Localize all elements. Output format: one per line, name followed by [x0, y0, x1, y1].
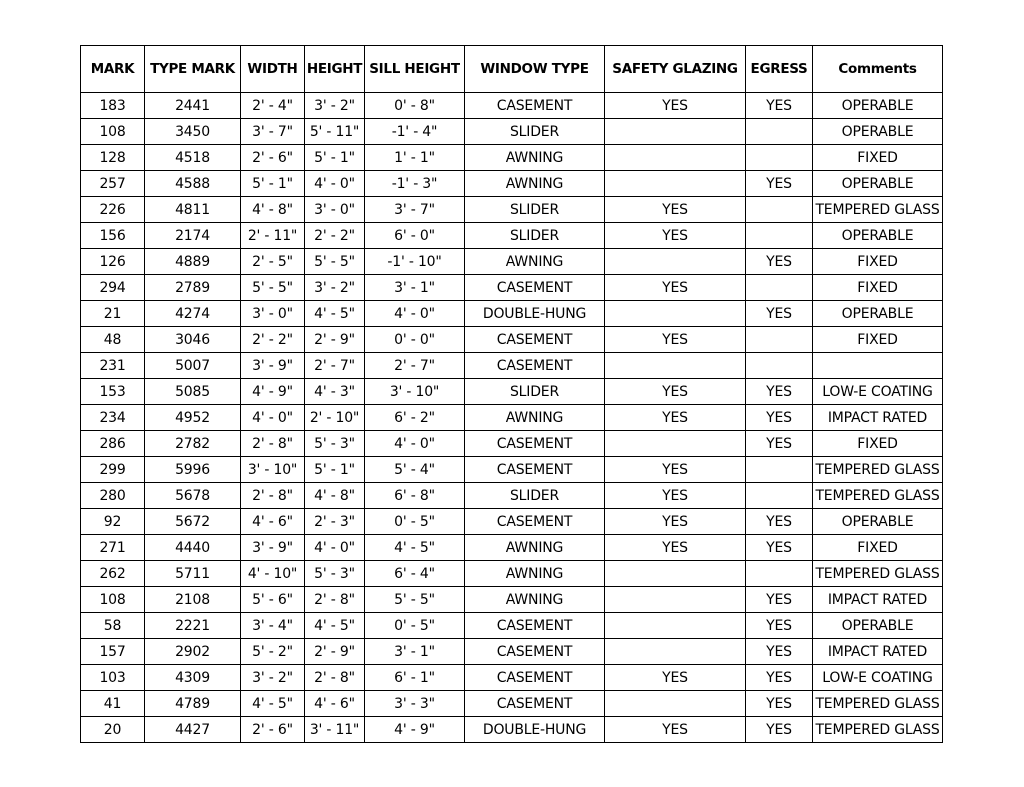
safety-glazing-cell — [605, 587, 746, 613]
comments-cell: TEMPERED GLASS — [813, 691, 943, 717]
sill-height-cell: 6' - 8" — [365, 483, 465, 509]
height-cell: 5' - 11" — [305, 119, 365, 145]
type-mark-cell: 4309 — [145, 665, 241, 691]
mark-cell: 21 — [81, 301, 145, 327]
safety-glazing-cell: YES — [605, 197, 746, 223]
comments-cell: LOW-E COATING — [813, 379, 943, 405]
safety-glazing-cell: YES — [605, 93, 746, 119]
egress-cell: YES — [746, 691, 813, 717]
mark-cell: 157 — [81, 639, 145, 665]
table-row — [81, 301, 943, 327]
window-type-cell: AWNING — [465, 405, 605, 431]
table-row — [81, 197, 943, 223]
egress-cell: YES — [746, 639, 813, 665]
width-cell: 4' - 8" — [241, 197, 305, 223]
mark-cell: 153 — [81, 379, 145, 405]
safety-glazing-cell: YES — [605, 223, 746, 249]
table-row — [81, 379, 943, 405]
sill-height-cell: 4' - 0" — [365, 301, 465, 327]
height-cell: 3' - 0" — [305, 197, 365, 223]
mark-cell: 156 — [81, 223, 145, 249]
column-header-mark: MARK — [81, 46, 145, 93]
width-cell: 3' - 9" — [241, 535, 305, 561]
window-type-cell: CASEMENT — [465, 613, 605, 639]
mark-cell: 92 — [81, 509, 145, 535]
mark-cell: 294 — [81, 275, 145, 301]
height-cell: 2' - 7" — [305, 353, 365, 379]
egress-cell: YES — [746, 171, 813, 197]
sill-height-cell: 3' - 7" — [365, 197, 465, 223]
sill-height-cell: 0' - 0" — [365, 327, 465, 353]
width-cell: 2' - 6" — [241, 717, 305, 743]
window-type-cell: CASEMENT — [465, 639, 605, 665]
window-type-cell: CASEMENT — [465, 509, 605, 535]
table-row — [81, 431, 943, 457]
column-header-height: HEIGHT — [305, 46, 365, 93]
comments-cell: FIXED — [813, 327, 943, 353]
egress-cell — [746, 457, 813, 483]
table-row — [81, 561, 943, 587]
window-type-cell: CASEMENT — [465, 691, 605, 717]
type-mark-cell: 4811 — [145, 197, 241, 223]
safety-glazing-cell — [605, 639, 746, 665]
width-cell: 2' - 8" — [241, 431, 305, 457]
type-mark-cell: 4952 — [145, 405, 241, 431]
egress-cell: YES — [746, 249, 813, 275]
table-row — [81, 119, 943, 145]
mark-cell: 262 — [81, 561, 145, 587]
safety-glazing-cell — [605, 691, 746, 717]
sill-height-cell: -1' - 3" — [365, 171, 465, 197]
sill-height-cell: 3' - 1" — [365, 275, 465, 301]
type-mark-cell: 4440 — [145, 535, 241, 561]
window-type-cell: DOUBLE-HUNG — [465, 301, 605, 327]
type-mark-cell: 2441 — [145, 93, 241, 119]
width-cell: 4' - 5" — [241, 691, 305, 717]
width-cell: 3' - 4" — [241, 613, 305, 639]
table-row — [81, 353, 943, 379]
sill-height-cell: 2' - 7" — [365, 353, 465, 379]
table-row — [81, 171, 943, 197]
column-header-window-type: WINDOW TYPE — [465, 46, 605, 93]
safety-glazing-cell — [605, 301, 746, 327]
height-cell: 2' - 8" — [305, 587, 365, 613]
comments-cell: FIXED — [813, 249, 943, 275]
type-mark-cell: 4789 — [145, 691, 241, 717]
sill-height-cell: 4' - 9" — [365, 717, 465, 743]
table-row — [81, 223, 943, 249]
table-row — [81, 93, 943, 119]
height-cell: 4' - 8" — [305, 483, 365, 509]
comments-cell: FIXED — [813, 145, 943, 171]
table-row — [81, 483, 943, 509]
safety-glazing-cell — [605, 613, 746, 639]
width-cell: 5' - 6" — [241, 587, 305, 613]
height-cell: 2' - 9" — [305, 327, 365, 353]
egress-cell: YES — [746, 405, 813, 431]
egress-cell — [746, 327, 813, 353]
safety-glazing-cell — [605, 119, 746, 145]
comments-cell: FIXED — [813, 275, 943, 301]
header-row — [81, 46, 943, 93]
safety-glazing-cell — [605, 171, 746, 197]
type-mark-cell: 5672 — [145, 509, 241, 535]
height-cell: 5' - 1" — [305, 145, 365, 171]
table-row — [81, 535, 943, 561]
mark-cell: 280 — [81, 483, 145, 509]
sill-height-cell: 0' - 5" — [365, 613, 465, 639]
mark-cell: 48 — [81, 327, 145, 353]
table-row — [81, 665, 943, 691]
egress-cell — [746, 119, 813, 145]
width-cell: 5' - 2" — [241, 639, 305, 665]
height-cell: 3' - 11" — [305, 717, 365, 743]
width-cell: 3' - 2" — [241, 665, 305, 691]
height-cell: 4' - 3" — [305, 379, 365, 405]
window-type-cell: AWNING — [465, 249, 605, 275]
width-cell: 3' - 9" — [241, 353, 305, 379]
type-mark-cell: 5007 — [145, 353, 241, 379]
safety-glazing-cell: YES — [605, 405, 746, 431]
window-type-cell: AWNING — [465, 535, 605, 561]
window-type-cell: CASEMENT — [465, 327, 605, 353]
table-row — [81, 145, 943, 171]
type-mark-cell: 3046 — [145, 327, 241, 353]
width-cell: 4' - 0" — [241, 405, 305, 431]
comments-cell: OPERABLE — [813, 613, 943, 639]
window-type-cell: CASEMENT — [465, 665, 605, 691]
window-type-cell: CASEMENT — [465, 275, 605, 301]
height-cell: 4' - 6" — [305, 691, 365, 717]
safety-glazing-cell: YES — [605, 717, 746, 743]
safety-glazing-cell — [605, 431, 746, 457]
mark-cell: 271 — [81, 535, 145, 561]
mark-cell: 299 — [81, 457, 145, 483]
width-cell: 2' - 4" — [241, 93, 305, 119]
type-mark-cell: 4518 — [145, 145, 241, 171]
sill-height-cell: 3' - 3" — [365, 691, 465, 717]
sill-height-cell: 6' - 0" — [365, 223, 465, 249]
comments-cell: TEMPERED GLASS — [813, 561, 943, 587]
egress-cell: YES — [746, 587, 813, 613]
comments-cell: FIXED — [813, 431, 943, 457]
type-mark-cell: 5996 — [145, 457, 241, 483]
mark-cell: 286 — [81, 431, 145, 457]
table-row — [81, 327, 943, 353]
window-type-cell: CASEMENT — [465, 457, 605, 483]
type-mark-cell: 2174 — [145, 223, 241, 249]
width-cell: 2' - 5" — [241, 249, 305, 275]
column-header-sill-height: SILL HEIGHT — [365, 46, 465, 93]
sill-height-cell: 0' - 8" — [365, 93, 465, 119]
egress-cell — [746, 561, 813, 587]
comments-cell: OPERABLE — [813, 509, 943, 535]
egress-cell: YES — [746, 665, 813, 691]
safety-glazing-cell: YES — [605, 327, 746, 353]
mark-cell: 234 — [81, 405, 145, 431]
window-type-cell: SLIDER — [465, 119, 605, 145]
window-type-cell: AWNING — [465, 587, 605, 613]
mark-cell: 103 — [81, 665, 145, 691]
comments-cell: IMPACT RATED — [813, 587, 943, 613]
comments-cell: OPERABLE — [813, 223, 943, 249]
window-type-cell: AWNING — [465, 145, 605, 171]
egress-cell — [746, 145, 813, 171]
height-cell: 2' - 9" — [305, 639, 365, 665]
window-type-cell: AWNING — [465, 171, 605, 197]
comments-cell: TEMPERED GLASS — [813, 197, 943, 223]
comments-cell: TEMPERED GLASS — [813, 483, 943, 509]
width-cell: 4' - 10" — [241, 561, 305, 587]
mark-cell: 108 — [81, 587, 145, 613]
sill-height-cell: 6' - 2" — [365, 405, 465, 431]
mark-cell: 41 — [81, 691, 145, 717]
width-cell: 4' - 6" — [241, 509, 305, 535]
window-type-cell: DOUBLE-HUNG — [465, 717, 605, 743]
width-cell: 5' - 5" — [241, 275, 305, 301]
type-mark-cell: 2108 — [145, 587, 241, 613]
egress-cell: YES — [746, 301, 813, 327]
column-header-type-mark: TYPE MARK — [145, 46, 241, 93]
height-cell: 4' - 5" — [305, 613, 365, 639]
comments-cell: TEMPERED GLASS — [813, 457, 943, 483]
height-cell: 5' - 1" — [305, 457, 365, 483]
type-mark-cell: 3450 — [145, 119, 241, 145]
type-mark-cell: 4427 — [145, 717, 241, 743]
mark-cell: 128 — [81, 145, 145, 171]
width-cell: 2' - 11" — [241, 223, 305, 249]
safety-glazing-cell: YES — [605, 275, 746, 301]
comments-cell: OPERABLE — [813, 171, 943, 197]
height-cell: 2' - 8" — [305, 665, 365, 691]
height-cell: 2' - 3" — [305, 509, 365, 535]
type-mark-cell: 5711 — [145, 561, 241, 587]
height-cell: 4' - 0" — [305, 171, 365, 197]
table-row — [81, 613, 943, 639]
comments-cell: OPERABLE — [813, 93, 943, 119]
comments-cell: IMPACT RATED — [813, 639, 943, 665]
window-type-cell: SLIDER — [465, 197, 605, 223]
table-row — [81, 509, 943, 535]
table-row — [81, 457, 943, 483]
safety-glazing-cell — [605, 145, 746, 171]
window-type-cell: SLIDER — [465, 483, 605, 509]
column-header-egress: EGRESS — [746, 46, 813, 93]
height-cell: 3' - 2" — [305, 93, 365, 119]
egress-cell: YES — [746, 509, 813, 535]
comments-cell: LOW-E COATING — [813, 665, 943, 691]
egress-cell: YES — [746, 717, 813, 743]
sill-height-cell: 5' - 5" — [365, 587, 465, 613]
mark-cell: 257 — [81, 171, 145, 197]
type-mark-cell: 2782 — [145, 431, 241, 457]
comments-cell: OPERABLE — [813, 119, 943, 145]
width-cell: 5' - 1" — [241, 171, 305, 197]
table-row — [81, 691, 943, 717]
height-cell: 2' - 10" — [305, 405, 365, 431]
sill-height-cell: 4' - 0" — [365, 431, 465, 457]
mark-cell: 126 — [81, 249, 145, 275]
sill-height-cell: 0' - 5" — [365, 509, 465, 535]
height-cell: 4' - 5" — [305, 301, 365, 327]
safety-glazing-cell: YES — [605, 665, 746, 691]
mark-cell: 58 — [81, 613, 145, 639]
safety-glazing-cell: YES — [605, 483, 746, 509]
egress-cell — [746, 275, 813, 301]
safety-glazing-cell — [605, 353, 746, 379]
egress-cell: YES — [746, 431, 813, 457]
type-mark-cell: 2902 — [145, 639, 241, 665]
window-type-cell: AWNING — [465, 561, 605, 587]
height-cell: 5' - 5" — [305, 249, 365, 275]
width-cell: 3' - 10" — [241, 457, 305, 483]
width-cell: 2' - 6" — [241, 145, 305, 171]
safety-glazing-cell: YES — [605, 379, 746, 405]
safety-glazing-cell: YES — [605, 457, 746, 483]
comments-cell: IMPACT RATED — [813, 405, 943, 431]
width-cell: 2' - 8" — [241, 483, 305, 509]
mark-cell: 226 — [81, 197, 145, 223]
sill-height-cell: 3' - 10" — [365, 379, 465, 405]
type-mark-cell: 2221 — [145, 613, 241, 639]
window-type-cell: CASEMENT — [465, 93, 605, 119]
type-mark-cell: 5678 — [145, 483, 241, 509]
mark-cell: 20 — [81, 717, 145, 743]
table-row — [81, 249, 943, 275]
egress-cell: YES — [746, 379, 813, 405]
type-mark-cell: 2789 — [145, 275, 241, 301]
safety-glazing-cell — [605, 561, 746, 587]
window-type-cell: SLIDER — [465, 379, 605, 405]
width-cell: 3' - 7" — [241, 119, 305, 145]
height-cell: 2' - 2" — [305, 223, 365, 249]
safety-glazing-cell — [605, 249, 746, 275]
sill-height-cell: 5' - 4" — [365, 457, 465, 483]
egress-cell — [746, 197, 813, 223]
safety-glazing-cell: YES — [605, 509, 746, 535]
width-cell: 2' - 2" — [241, 327, 305, 353]
type-mark-cell: 4889 — [145, 249, 241, 275]
height-cell: 5' - 3" — [305, 431, 365, 457]
mark-cell: 183 — [81, 93, 145, 119]
window-type-cell: CASEMENT — [465, 431, 605, 457]
table-body — [81, 93, 943, 743]
mark-cell: 231 — [81, 353, 145, 379]
table-row — [81, 717, 943, 743]
sill-height-cell: 4' - 5" — [365, 535, 465, 561]
height-cell: 5' - 3" — [305, 561, 365, 587]
egress-cell — [746, 353, 813, 379]
comments-cell: TEMPERED GLASS — [813, 717, 943, 743]
comments-cell: FIXED — [813, 535, 943, 561]
sill-height-cell: -1' - 10" — [365, 249, 465, 275]
egress-cell — [746, 223, 813, 249]
window-schedule-table — [80, 45, 943, 743]
sill-height-cell: 3' - 1" — [365, 639, 465, 665]
type-mark-cell: 4588 — [145, 171, 241, 197]
type-mark-cell: 5085 — [145, 379, 241, 405]
sill-height-cell: -1' - 4" — [365, 119, 465, 145]
sill-height-cell: 6' - 4" — [365, 561, 465, 587]
table-row — [81, 587, 943, 613]
egress-cell: YES — [746, 535, 813, 561]
sill-height-cell: 1' - 1" — [365, 145, 465, 171]
comments-cell: OPERABLE — [813, 301, 943, 327]
table-row — [81, 275, 943, 301]
egress-cell: YES — [746, 613, 813, 639]
safety-glazing-cell: YES — [605, 535, 746, 561]
egress-cell: YES — [746, 93, 813, 119]
window-type-cell: CASEMENT — [465, 353, 605, 379]
width-cell: 4' - 9" — [241, 379, 305, 405]
mark-cell: 108 — [81, 119, 145, 145]
column-header-safety-glazing: SAFETY GLAZING — [605, 46, 746, 93]
table-row — [81, 405, 943, 431]
sill-height-cell: 6' - 1" — [365, 665, 465, 691]
type-mark-cell: 4274 — [145, 301, 241, 327]
comments-cell — [813, 353, 943, 379]
window-type-cell: SLIDER — [465, 223, 605, 249]
height-cell: 4' - 0" — [305, 535, 365, 561]
column-header-comments: Comments — [813, 46, 943, 93]
table-row — [81, 639, 943, 665]
column-header-width: WIDTH — [241, 46, 305, 93]
egress-cell — [746, 483, 813, 509]
height-cell: 3' - 2" — [305, 275, 365, 301]
width-cell: 3' - 0" — [241, 301, 305, 327]
